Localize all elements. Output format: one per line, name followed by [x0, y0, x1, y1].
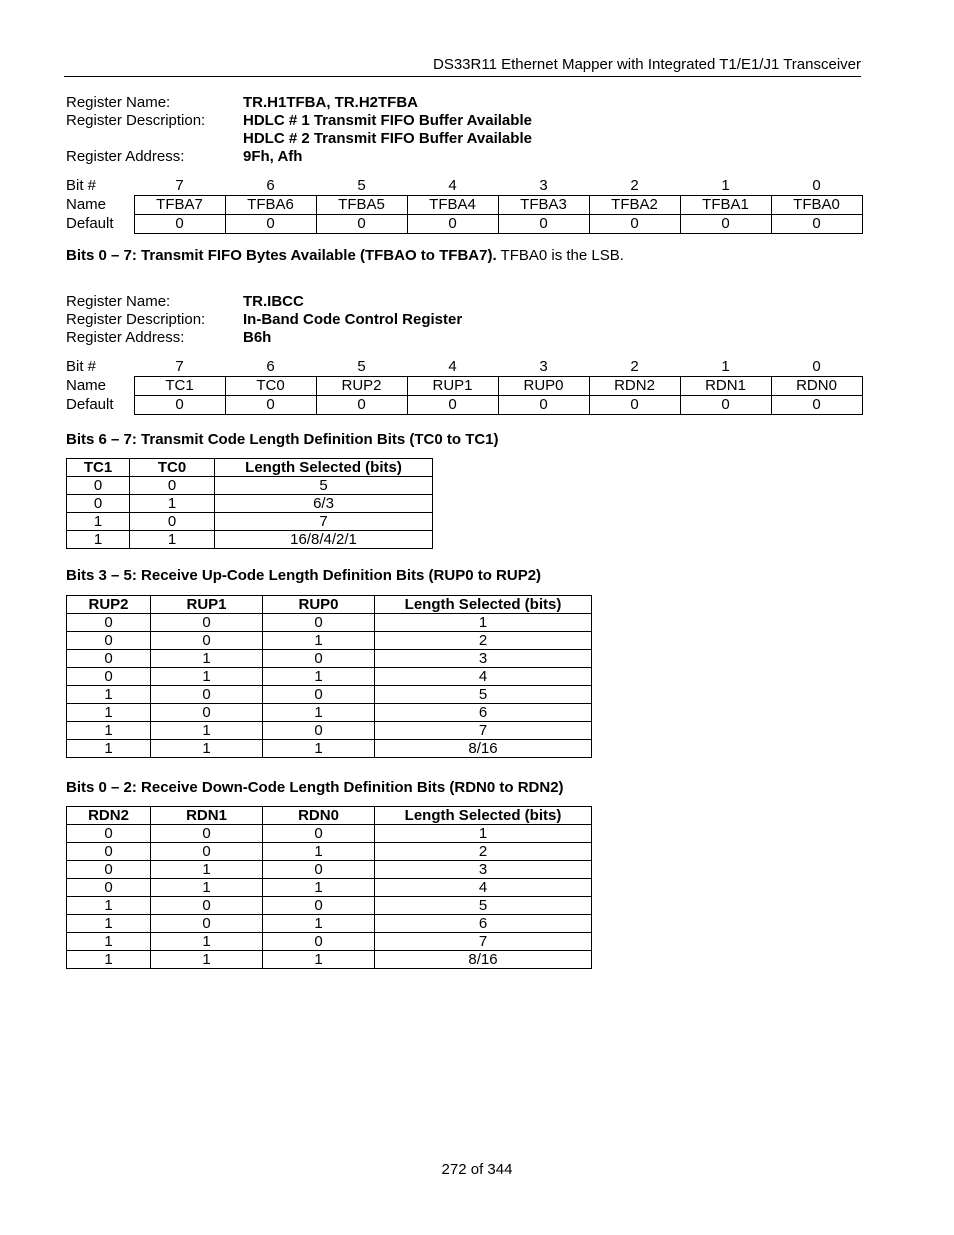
table-cell: 1 [263, 951, 375, 969]
table-cell: 0 [151, 632, 263, 650]
table-cell: 4 [375, 668, 592, 686]
rdn-section-heading [66, 779, 564, 796]
bit-number: 2 [630, 177, 639, 194]
bit-name: RUP1 [407, 377, 498, 396]
table-cell: 4 [375, 879, 592, 897]
reg2-bit-table [64, 358, 863, 415]
table-cell: 0 [151, 686, 263, 704]
rup-heading-text: Bits 3 – 5: Receive Up-Code Length Definition Bits (RUP0 to RUP2) [66, 567, 542, 584]
table-cell: 0 [263, 861, 375, 879]
bit-default: 0 [498, 396, 589, 415]
page-header-title: DS33R11 Ethernet Mapper with Integrated T1/E1/J1 Transceiver [432, 56, 861, 73]
bit-number: 0 [812, 358, 821, 375]
bit-number: 2 [630, 358, 639, 375]
page-number: 272 of 344 [441, 1161, 513, 1178]
table-cell: 0 [263, 650, 375, 668]
table-row [67, 933, 592, 951]
table-cell: 0 [263, 614, 375, 632]
table-row [67, 879, 592, 897]
table-cell: 5 [215, 477, 433, 495]
bit-number: 4 [448, 177, 457, 194]
table-row [67, 614, 592, 632]
column-header: TC0 [130, 459, 215, 477]
default-label: Default [66, 215, 114, 232]
bit-default: 0 [225, 215, 316, 234]
table-header-row [67, 596, 592, 614]
table-row [67, 861, 592, 879]
tc-section-heading [66, 431, 499, 448]
bit-default: 0 [680, 396, 771, 415]
rup-length-table [66, 595, 592, 758]
bit-number: 4 [448, 358, 457, 375]
table-cell: 1 [151, 722, 263, 740]
table-cell: 0 [263, 933, 375, 951]
reg1-bit-table [64, 177, 863, 234]
name-row [64, 196, 862, 215]
bit-name: TC0 [225, 377, 316, 396]
table-header-row [67, 807, 592, 825]
meta-value: TR.H1TFBA, TR.H2TFBA [243, 94, 418, 111]
meta-value: TR.IBCC [243, 293, 304, 310]
reg1-bit-description [66, 247, 624, 264]
table-cell: 1 [263, 740, 375, 758]
table-row [67, 686, 592, 704]
bit-description-text: TFBA0 is the LSB. [496, 247, 624, 264]
bit-default: 0 [225, 396, 316, 415]
meta-label: Register Name: [66, 94, 171, 111]
bit-number: 5 [357, 358, 366, 375]
table-cell: 7 [375, 933, 592, 951]
bit-description-heading: Bits 0 – 7: Transmit FIFO Bytes Available (TFBAO to TFBA7). [66, 247, 497, 264]
table-cell: 1 [263, 843, 375, 861]
bit-default: 0 [771, 215, 862, 234]
column-header: RUP2 [67, 596, 151, 614]
meta-label: Register Name: [66, 293, 171, 310]
meta-value: HDLC # 2 Transmit FIFO Buffer Available [243, 130, 532, 147]
table-cell: 1 [67, 531, 130, 549]
table-cell: 0 [67, 825, 151, 843]
table-cell: 0 [130, 513, 215, 531]
table-cell: 1 [151, 861, 263, 879]
table-cell: 0 [67, 879, 151, 897]
column-header: Length Selected (bits) [375, 596, 592, 614]
table-cell: 0 [67, 861, 151, 879]
table-cell: 0 [67, 632, 151, 650]
column-header: RDN2 [67, 807, 151, 825]
table-cell: 0 [67, 495, 130, 513]
bit-row [64, 177, 862, 196]
column-header: RDN0 [263, 807, 375, 825]
column-header: TC1 [67, 459, 130, 477]
table-cell: 0 [130, 477, 215, 495]
column-header: RDN1 [151, 807, 263, 825]
table-cell: 0 [151, 843, 263, 861]
bit-label: Bit # [66, 358, 97, 376]
bit-number: 7 [175, 177, 184, 194]
table-cell: 1 [263, 915, 375, 933]
table-row [67, 704, 592, 722]
bit-name: RDN1 [680, 377, 771, 396]
bit-default: 0 [589, 396, 680, 415]
table-row [67, 843, 592, 861]
table-cell: 1 [67, 513, 130, 531]
column-header: RUP1 [151, 596, 263, 614]
table-cell: 7 [375, 722, 592, 740]
table-cell: 0 [151, 614, 263, 632]
table-row [67, 897, 592, 915]
reg1-meta-row [66, 130, 532, 148]
table-cell: 1 [263, 668, 375, 686]
bit-label: Bit # [66, 177, 97, 195]
table-cell: 1 [130, 531, 215, 549]
meta-value: In-Band Code Control Register [243, 311, 463, 328]
table-row [67, 477, 433, 495]
table-cell: 0 [67, 650, 151, 668]
table-row [67, 650, 592, 668]
bit-default: 0 [134, 215, 225, 234]
reg1-meta-row [66, 94, 532, 112]
bit-row [64, 358, 862, 377]
table-cell: 0 [151, 897, 263, 915]
table-row [67, 531, 433, 549]
header-rule [64, 76, 861, 77]
bit-number: 6 [266, 358, 275, 375]
reg2-meta-row [66, 293, 462, 311]
table-cell: 1 [67, 897, 151, 915]
name-label: Name [66, 377, 107, 394]
bit-number: 7 [175, 358, 184, 375]
table-row [67, 915, 592, 933]
default-row [64, 215, 862, 234]
bit-default: 0 [680, 215, 771, 234]
tc-length-table [66, 458, 433, 549]
default-row [64, 396, 862, 415]
name-row [64, 377, 862, 396]
table-cell: 3 [375, 861, 592, 879]
table-row [67, 495, 433, 513]
meta-label: Register Address: [66, 329, 185, 346]
table-cell: 1 [263, 879, 375, 897]
tc-heading-text: Bits 6 – 7: Transmit Code Length Definition Bits (TC0 to TC1) [66, 431, 499, 448]
table-cell: 1 [151, 951, 263, 969]
reg2-meta-row [66, 329, 462, 347]
table-cell: 6/3 [215, 495, 433, 513]
reg1-meta [66, 94, 532, 166]
table-cell: 8/16 [375, 951, 592, 969]
bit-name: TFBA7 [134, 196, 225, 215]
table-cell: 0 [67, 843, 151, 861]
table-cell: 6 [375, 704, 592, 722]
table-row [67, 632, 592, 650]
column-header: Length Selected (bits) [215, 459, 433, 477]
bit-number: 3 [539, 177, 548, 194]
table-cell: 0 [151, 704, 263, 722]
name-label: Name [66, 196, 107, 213]
table-cell: 1 [67, 704, 151, 722]
bit-name: RUP0 [498, 377, 589, 396]
table-cell: 1 [151, 650, 263, 668]
table-cell: 7 [215, 513, 433, 531]
meta-label: Register Address: [66, 148, 185, 165]
table-row [67, 668, 592, 686]
table-row [67, 825, 592, 843]
bit-number: 5 [357, 177, 366, 194]
table-cell: 1 [375, 825, 592, 843]
bit-name: TC1 [134, 377, 225, 396]
meta-value: 9Fh, Afh [243, 148, 303, 165]
table-cell: 1 [67, 915, 151, 933]
table-row [67, 951, 592, 969]
table-cell: 5 [375, 686, 592, 704]
rdn-length-table [66, 806, 592, 969]
table-cell: 2 [375, 843, 592, 861]
bit-name: TFBA0 [771, 196, 862, 215]
bit-name: RDN2 [589, 377, 680, 396]
column-header: Length Selected (bits) [375, 807, 592, 825]
table-cell: 0 [67, 477, 130, 495]
default-label: Default [66, 396, 114, 413]
table-cell: 1 [151, 879, 263, 897]
meta-label: Register Description: [66, 112, 206, 129]
table-cell: 1 [151, 668, 263, 686]
bit-default: 0 [771, 396, 862, 415]
reg1-meta-row [66, 112, 532, 130]
bit-number: 1 [721, 177, 730, 194]
reg2-meta-row [66, 311, 462, 329]
bit-name: RUP2 [316, 377, 407, 396]
bit-name: TFBA4 [407, 196, 498, 215]
table-cell: 5 [375, 897, 592, 915]
bit-default: 0 [316, 215, 407, 234]
table-cell: 0 [67, 614, 151, 632]
meta-value: HDLC # 1 Transmit FIFO Buffer Available [243, 112, 532, 129]
bit-default: 0 [316, 396, 407, 415]
table-cell: 0 [151, 825, 263, 843]
table-cell: 1 [263, 632, 375, 650]
table-cell: 1 [151, 740, 263, 758]
bit-default: 0 [407, 396, 498, 415]
bit-name: TFBA1 [680, 196, 771, 215]
table-cell: 1 [263, 704, 375, 722]
bit-name: RDN0 [771, 377, 862, 396]
rdn-heading-text: Bits 0 – 2: Receive Down-Code Length Definition Bits (RDN0 to RDN2) [66, 779, 564, 796]
bit-name: TFBA3 [498, 196, 589, 215]
table-cell: 0 [263, 825, 375, 843]
table-cell: 0 [263, 897, 375, 915]
meta-label: Register Description: [66, 311, 206, 328]
meta-value: B6h [243, 329, 272, 346]
column-header: RUP0 [263, 596, 375, 614]
table-cell: 1 [130, 495, 215, 513]
table-header-row [67, 459, 433, 477]
table-cell: 0 [151, 915, 263, 933]
table-row [67, 722, 592, 740]
table-cell: 1 [375, 614, 592, 632]
table-cell: 1 [67, 722, 151, 740]
table-row [67, 740, 592, 758]
reg2-meta [66, 293, 462, 347]
rup-section-heading [66, 567, 541, 584]
bit-number: 1 [721, 358, 730, 375]
table-row [67, 513, 433, 531]
table-cell: 1 [67, 740, 151, 758]
table-cell: 8/16 [375, 740, 592, 758]
table-cell: 2 [375, 632, 592, 650]
table-cell: 0 [263, 722, 375, 740]
table-cell: 1 [67, 686, 151, 704]
bit-default: 0 [407, 215, 498, 234]
bit-number: 0 [812, 177, 821, 194]
table-cell: 1 [67, 933, 151, 951]
bit-default: 0 [589, 215, 680, 234]
table-cell: 6 [375, 915, 592, 933]
bit-number: 6 [266, 177, 275, 194]
bit-name: TFBA6 [225, 196, 316, 215]
table-cell: 1 [67, 951, 151, 969]
bit-default: 0 [134, 396, 225, 415]
bit-default: 0 [498, 215, 589, 234]
table-cell: 3 [375, 650, 592, 668]
reg1-meta-row [66, 148, 532, 166]
bit-number: 3 [539, 358, 548, 375]
table-cell: 16/8/4/2/1 [215, 531, 433, 549]
bit-name: TFBA2 [589, 196, 680, 215]
table-cell: 0 [263, 686, 375, 704]
table-cell: 1 [151, 933, 263, 951]
bit-name: TFBA5 [316, 196, 407, 215]
table-cell: 0 [67, 668, 151, 686]
